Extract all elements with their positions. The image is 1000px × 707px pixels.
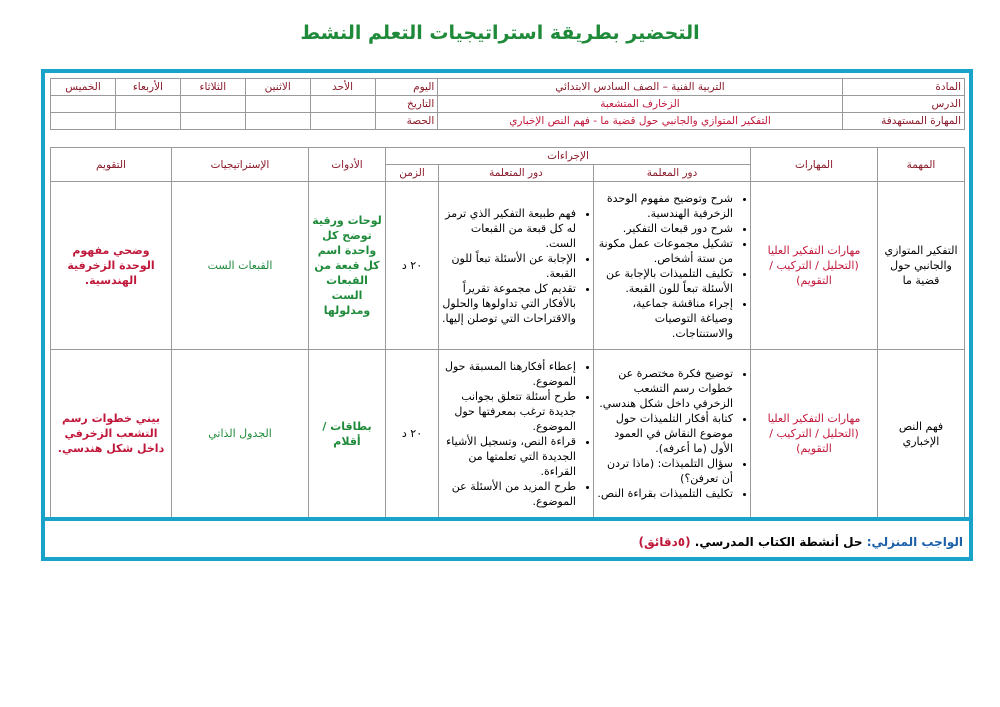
lesson-plan-frame (41, 69, 973, 521)
row1-time: ٢٠ د (386, 182, 439, 350)
row2-skills: مهارات التفكير العليا (التحليل / التركيب / التقويم) (751, 350, 878, 518)
row2-student (439, 350, 594, 518)
list-item: • تكليف التلميذات بقراءة النص. (597, 486, 733, 501)
col-student-role: دور المتعلمة (439, 165, 594, 182)
row1-task: التفكير المتوازي والجانبي حول قضية ما (878, 182, 965, 350)
date-label: التاريخ (375, 96, 438, 113)
list-item: • طرح أسئلة تتعلق بجوانب جديدة ترغب بمعرفتها حول الموضوع. (442, 389, 576, 434)
target-value: التفكير المتوازي والجانبي حول قضية ما - فهم النص الإخباري (438, 113, 842, 130)
col-task: المهمة (878, 148, 965, 182)
col-tools: الأدوات (309, 148, 386, 182)
day-label: اليوم (375, 79, 438, 96)
list-item: • فهم طبيعة التفكير الذي ترمز له كل قبعة من القبعات الست. (442, 206, 576, 251)
day-mon: الاثنين (245, 79, 310, 96)
list-item: • توضيح فكرة مختصرة عن خطوات رسم التشعب الزخرفي داخل شكل هندسي. (597, 366, 733, 411)
list-item: • شرح دور قبعات التفكير. (597, 221, 733, 236)
table-row (51, 182, 965, 350)
list-item: • تكليف التلميذات بالإجابة عن الأسئلة تبعاً للون القبعة. (597, 266, 733, 296)
row2-strategy: الجدول الذاتي (172, 350, 309, 518)
table-row (51, 350, 965, 518)
day-tue: الثلاثاء (180, 79, 245, 96)
col-teacher-role: دور المعلمة (594, 165, 751, 182)
list-item: • شرح وتوضيح مفهوم الوحدة الزخرفية الهندسية. (597, 191, 733, 221)
list-item: • سؤال التلميذات: (ماذا تردن أن تعرفن؟) (597, 456, 733, 486)
list-item: • إجراء مناقشة جماعية، وصياغة التوصيات والاستنتاجات. (597, 296, 733, 341)
row1-tools: لوحات ورقية توضح كل واحدة اسم كل قبعة من القبعات الست ومدلولها (309, 182, 386, 350)
col-evaluation: التقويم (51, 148, 172, 182)
homework-line (638, 535, 963, 549)
row1-evaluation: وضحي مفهوم الوحدة الزخرفية الهندسية. (51, 182, 172, 350)
row2-evaluation: بيني خطوات رسم التشعب الزخرفي داخل شكل هندسي. (51, 350, 172, 518)
row1-teacher (594, 182, 751, 350)
page-title: التحضير بطريقة استراتيجيات التعلم النشط (300, 22, 700, 44)
list-item: • تقديم كل مجموعة تقريراً بالأفكار التي تداولوها والحلول والاقتراحات التي توصلن إليها. (442, 281, 576, 326)
list-item: • كتابة أفكار التلميذات حول موضوع النقاش في العمود الأول (ما أعرفه). (597, 411, 733, 456)
lesson-value: الزخارف المتشعبة (438, 96, 842, 113)
row1-strategy: القبعات الست (172, 182, 309, 350)
list-item: • إعطاء أفكارهنا المسبقة حول الموضوع. (442, 359, 576, 389)
row2-task: فهم النص الإخباري (878, 350, 965, 518)
homework-label: الواجب المنزلي: (866, 535, 963, 549)
day-sun: الأحد (310, 79, 375, 96)
subject-label: المادة (842, 79, 964, 96)
col-procedures: الإجراءات (386, 148, 751, 165)
target-label: المهارة المستهدفة (842, 113, 964, 130)
list-item: • قراءة النص، وتسجيل الأشياء الجديدة التي تعلمتها من القراءة. (442, 434, 576, 479)
col-time: الزمن (386, 165, 439, 182)
lesson-label: الدرس (842, 96, 964, 113)
row2-time: ٢٠ د (386, 350, 439, 518)
procedures-table (50, 147, 965, 518)
row2-tools: بطاقات / أقلام (309, 350, 386, 518)
row1-skills: مهارات التفكير العليا (التحليل / التركيب / التقويم) (751, 182, 878, 350)
list-item: • طرح المزيد من الأسئلة عن الموضوع. (442, 479, 576, 509)
header-table (50, 78, 965, 130)
homework-text: حل أنشطة الكتاب المدرسي. (694, 535, 863, 549)
subject-value: التربية الفنية – الصف السادس الابتدائي (438, 79, 842, 96)
list-item: • الإجابة عن الأسئلة تبعاً للون القبعة. (442, 251, 576, 281)
list-item: • تشكيل مجموعات عمل مكونة من ستة أشخاص. (597, 236, 733, 266)
period-label: الحصة (375, 113, 438, 130)
col-strategies: الإستراتيجيات (172, 148, 309, 182)
row2-teacher (594, 350, 751, 518)
homework-time: (٥دقائق) (638, 535, 691, 549)
day-thu: الخميس (51, 79, 116, 96)
day-wed: الأربعاء (115, 79, 180, 96)
row1-student (439, 182, 594, 350)
homework-box (41, 517, 973, 561)
col-skills: المهارات (751, 148, 878, 182)
